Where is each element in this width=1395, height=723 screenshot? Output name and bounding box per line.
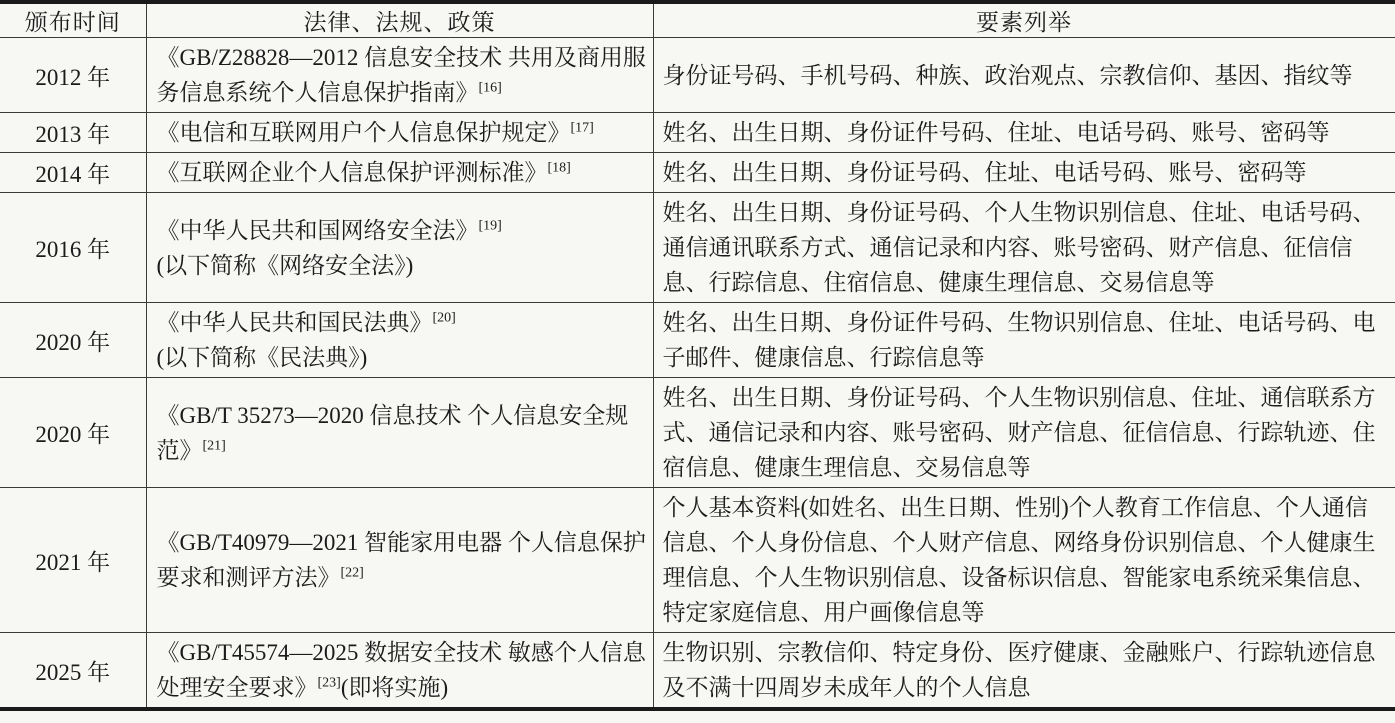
table-row	[0, 378, 1395, 488]
cell-elements: 姓名、出生日期、身份证号码、个人生物识别信息、住址、电话号码、通信通讯联系方式、通信记录和内容、账号密码、财产信息、征信信息、行踪信息、住宿信息、健康生理信息、交易信息等	[653, 193, 1395, 303]
header-row	[0, 2, 1395, 38]
cell-elements: 姓名、出生日期、身份证件号码、住址、电话号码、账号、密码等	[653, 113, 1395, 153]
cell-law	[146, 633, 653, 710]
citation-ref: [22]	[340, 565, 364, 581]
law-note-block: (以下简称《网络安全法》)	[156, 252, 414, 278]
cell-law	[146, 378, 653, 488]
table-row	[0, 633, 1395, 710]
law-title: 《电信和互联网用户个人信息保护规定》	[156, 120, 571, 145]
law-title: 《GB/T40979—2021 智能家用电器 个人信息保护要求和测评方法》	[156, 530, 646, 590]
citation-ref: [19]	[478, 217, 502, 233]
law-title: 《GB/T45574—2025 数据安全技术 敏感个人信息处理安全要求》	[156, 640, 646, 700]
citation-ref: [16]	[478, 80, 502, 96]
column-header-elements: 要素列举	[653, 2, 1395, 38]
cell-elements: 生物识别、宗教信仰、特定身份、医疗健康、金融账户、行踪轨迹信息及不满十四周岁未成年人的个人信息	[653, 633, 1395, 710]
law-title: 《GB/Z28828—2012 信息安全技术 共用及商用服务信息系统个人信息保护指南》	[156, 45, 646, 105]
citation-ref: [17]	[570, 120, 594, 136]
cell-law	[146, 193, 653, 303]
column-header-time: 颁布时间	[0, 2, 146, 38]
table-body	[0, 38, 1395, 710]
cell-time: 2012 年	[0, 38, 146, 113]
cell-law	[146, 38, 653, 113]
table-row	[0, 488, 1395, 633]
cell-time: 2020 年	[0, 303, 146, 378]
column-header-law: 法律、法规、政策	[146, 2, 653, 38]
cell-law	[146, 153, 653, 193]
table-row	[0, 193, 1395, 303]
cell-elements: 姓名、出生日期、身份证号码、个人生物识别信息、住址、通信联系方式、通信记录和内容、账号密码、财产信息、征信信息、行踪轨迹、住宿信息、健康生理信息、交易信息等	[653, 378, 1395, 488]
table-row	[0, 303, 1395, 378]
cell-elements: 身份证号码、手机号码、种族、政治观点、宗教信仰、基因、指纹等	[653, 38, 1395, 113]
cell-elements: 姓名、出生日期、身份证件号码、生物识别信息、住址、电话号码、电子邮件、健康信息、行踪信息等	[653, 303, 1395, 378]
cell-time: 2020 年	[0, 378, 146, 488]
table-row	[0, 38, 1395, 113]
cell-time: 2021 年	[0, 488, 146, 633]
cell-law	[146, 113, 653, 153]
citation-ref: [23]	[317, 675, 341, 691]
cell-time: 2016 年	[0, 193, 146, 303]
law-note-block: (以下简称《民法典》)	[156, 345, 368, 370]
table-row	[0, 113, 1395, 153]
citation-ref: [21]	[202, 437, 226, 453]
cell-time: 2014 年	[0, 153, 146, 193]
cell-law	[146, 488, 653, 633]
citation-ref: [18]	[547, 160, 571, 176]
table-row	[0, 153, 1395, 193]
law-note-inline: (即将实施)	[340, 675, 449, 700]
law-title: 《中华人民共和国民法典》	[156, 310, 433, 335]
cell-elements: 姓名、出生日期、身份证号码、住址、电话号码、账号、密码等	[653, 153, 1395, 193]
cell-time: 2013 年	[0, 113, 146, 153]
table-header	[0, 2, 1395, 38]
citation-ref: [20]	[432, 310, 456, 326]
law-title: 《GB/T 35273—2020 信息技术 个人信息安全规范》	[156, 402, 629, 463]
law-title: 《互联网企业个人信息保护评测标准》	[156, 160, 548, 185]
cell-elements: 个人基本资料(如姓名、出生日期、性别)个人教育工作信息、个人通信信息、个人身份信息、个人财产信息、网络身份识别信息、个人健康生理信息、个人生物识别信息、设备标识信息、智能家电系统采集信息、特定家庭信息、用户画像信息等	[653, 488, 1395, 633]
cell-time: 2025 年	[0, 633, 146, 710]
cell-law	[146, 303, 653, 378]
law-title: 《中华人民共和国网络安全法》	[156, 217, 479, 243]
